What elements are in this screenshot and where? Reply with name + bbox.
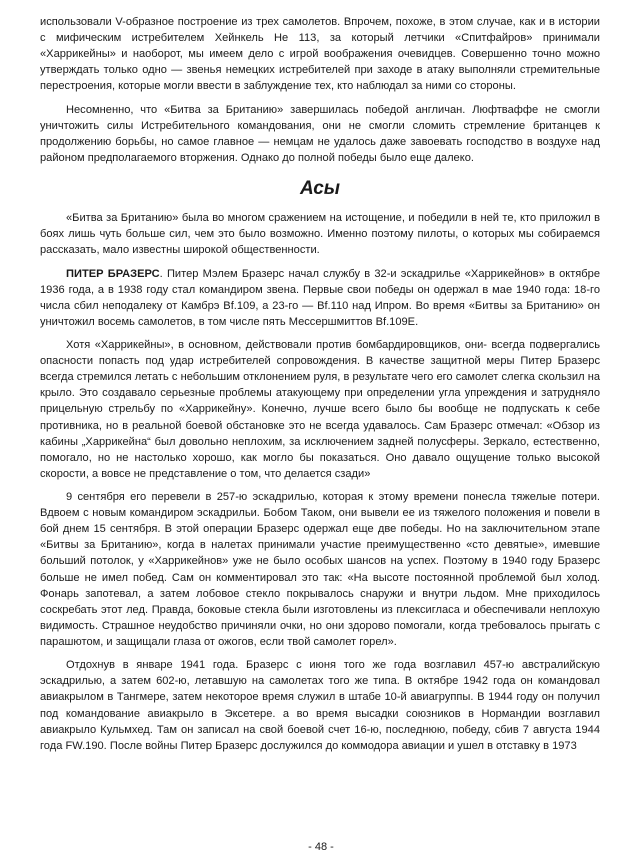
paragraph: Хотя «Харрикейны», в основном, действовали против бомбардировщиков, они- всегда подвергались опасности попасть под удар истребителей сопровождения. В качестве защитной меры Питер Бразерс всегда стремился летать с небольшим отклонением руля, в результате чего его самолет слегка скользил на крыло. Это создавало серьезные проблемы атакующему при определении угла упреждения и затрудняло прицельную стрельбу по «Харрикейну». Конечно, лучше всего было бы вообще не подпускать к себе противника, но в реальной боевой обстановке это не всегда удавалось. Сам Бразерс отмечал: «Обзор из кабины „Харрикейна“ был довольно неплохим, за исключением задней полусферы. Зеркало, естественно, помогало, но не настолько хорошо, как могло бы показаться. Оно давало ощущение только высокой скорости, а вовсе не представление о том, что делается сзади» — [40, 339, 600, 480]
paragraph: «Битва за Британию» была во многом сражением на истощение, и победили в ней те, кто приложил в боях лишь чуть больше сил, чем это было возможно. Именно поэтому пилоты, о которых мы собираемся рассказать, мало известны широкой общественности. — [40, 212, 600, 257]
paragraph: Отдохнув в январе 1941 года. Бразерс с июня того же года возглавил 457-ю австралийскую эскадрилью, а затем 602-ю, летавшую на самолетах того же типа. В октябре 1942 года он командовал авиакрылом в Тангмере, затем некоторое время служил в штабе 10-й авиагруппы. В 1944 году он получил под командование авиакрыло в Эксетере. а во время высадки союзников в Нормандии возглавил авиакрыло Кульмхед. Там он записал на свой боевой счет 16-ю, последнюю, победу, сбив 7 августа 1944 года FW.190. После войны Питер Бразерс дослужился до коммодора авиации и ушел в отставку в 1973 — [40, 659, 600, 752]
paragraph: 9 сентября его перевели в 257-ю эскадрилью, которая к этому времени понесла тяжелые потери. Вдвоем с новым командиром эскадрильи. Бобом Таком, они вывели ее из тяжелого положения и повели в бой днем 15 сентября. В этой операции Бразерс одержал еще две победы. Но на заключительном этапе «Битвы за Британию», когда в налетах принимали участие преимущественно «сто девятые», имевшие больший потолок, у «Харрикейнов» уже не было особых шансов на успех. Поэтому в 1940 году Бразерс больше не имел побед. Сам он комментировал это так: «На высоте постоянной проблемой был холод. Фонарь запотевал, а затем лобовое стекло покрывалось снаружи и внутри льдом. Мне приходилось соскребать этот лед. Правда, боковые стекла были изготовлены из плексигласа и обеспечивали неплохую видимость. Страшное неудобство причиняли очки, но они здорово помогали, когда требовалось прыгать с парашютом, и защищали глаза от ожогов, если твой самолет горел». — [40, 491, 600, 648]
page-number: - 48 - — [308, 841, 334, 853]
section-heading: Асы — [299, 178, 341, 200]
pilot-name: ПИТЕР БРАЗЕРС — [66, 267, 160, 280]
paragraph: использовали V-образное построение из трех самолетов. Впрочем, похоже, в этом случае, как и в истории с мифическим истребителем Хейнкель Не 113, за который летчики «Спитфайров» принимали «Харрикейны» и наоборот, мы имеем дело с игрой воображения очевидцев. Совершенно точно можно утверждать только одно — звенья немецких истребителей при заходе в атаку выполняли стремительные перестроения, которые могли ввести в заблуждение тех, кто наблюдал за ними со стороны. — [40, 16, 600, 93]
paragraph: Несомненно, что «Битва за Британию» завершилась победой англичан. Люфтваффе не смогли уничтожить силы Истребительного командования, они не смогли сломить стремление британцев к продолжению борьбы, но самое главное — немцам не удалось даже завоевать господство в воздухе над районом предполагаемого вторжения. Однако до полной победы было еще далеко. — [40, 103, 600, 164]
paragraph-text: . Питер Мэлем Бразерс начал службу в 32-и эскадрилье «Харрикейнов» в октябре 1936 года, а в 1938 году стал командиром звена. Первые свои победы он одержал в мае 1940 года: 18-го числа сбил неподалеку от Камбрэ Bf.109, а 23-го — Bf.110 над Ипром. Во время «Битвы за Британию» он уничтожил восемь самолетов, в том числе пять Мессершмиттов Bf.109E. — [40, 267, 600, 328]
paragraph-pilot-intro — [40, 266, 600, 330]
